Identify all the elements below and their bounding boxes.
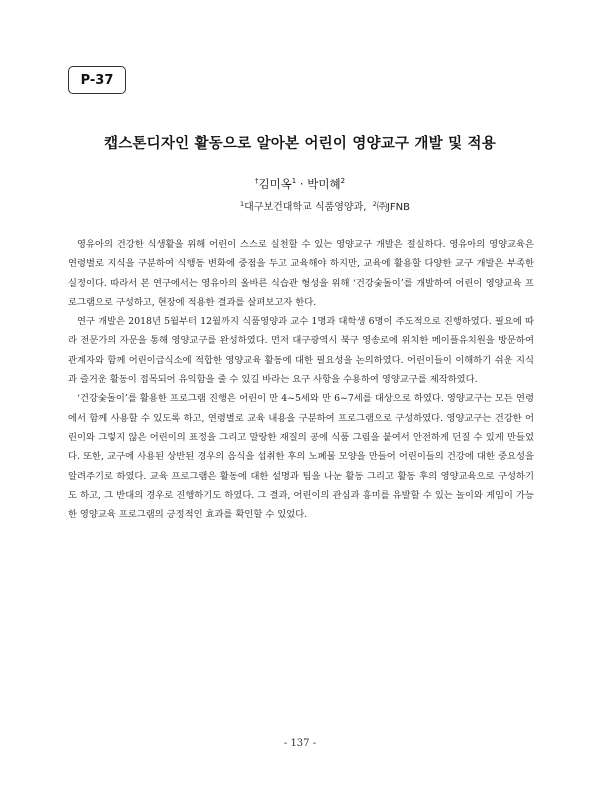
corresponding-author-mark: † <box>254 177 259 185</box>
body-paragraph: 연구 개발은 2018년 5월부터 12월까지 식품영양과 교수 1명과 대학생 6명이 주도적으로 진행하였다. 필요에 따라 전문가의 자문을 통해 영양교구를 완성하였다. 먼저 대구광역시 북구 영송로에 위치한 메이플유치원을 방문하여 관계자와 함께 어린이급식소에 적합한 영양교육 활동에 대한 필요성을 논의하였다. 어린이들이 이해하기 쉬운 지식과 즐거운 활동이 접목되어 유익함을 줄 수 있길 바라는 요구 사항을 수용하여 영양교구를 제작하였다. <box>68 316 534 386</box>
author-name: 박미혜 <box>307 177 341 191</box>
affiliation-marker: 1 <box>291 177 297 185</box>
affiliation-marker: 1 <box>240 200 245 208</box>
page-number: - 137 - <box>283 738 317 749</box>
affiliation-marker: 2 <box>340 177 346 185</box>
author-line <box>0 176 600 192</box>
affiliation-marker: 2 <box>372 200 377 208</box>
author-separator: · <box>296 177 308 191</box>
author-name: 김미옥 <box>258 177 292 191</box>
affiliation-name: 대구보건대학교 식품영양과, <box>244 202 367 213</box>
affiliation-name: ㈜JFNB <box>376 202 410 213</box>
abstract-body <box>68 235 534 524</box>
abstract-code-label: P-37 <box>68 66 126 94</box>
body-paragraph: 영유아의 건강한 식생활을 위해 어린이 스스로 실천할 수 있는 영양교구 개발은 절실하다. 영유아의 영양교육은 연령별로 지식을 구분하여 식행동 변화에 중점을 두고 교육해야 하지만, 교육에 활용할 다양한 교구 개발은 부족한 실정이다. 따라서 본 연구에서는 영유아의 올바른 식습관 형성을 위해 ‘건강숯돌이’를 개발하여 어린이 영양교육 프로그램으로 구성하고, 현장에 적용한 결과를 살펴보고자 한다. <box>68 239 534 308</box>
paper-title: 캡스톤디자인 활동으로 알아본 어린이 영양교구 개발 및 적용 <box>104 136 496 152</box>
body-paragraph: ‘건강숯돌이’를 활용한 프로그램 진행은 어린이 만 4~5세와 만 6~7세를 대상으로 하였다. 영양교구는 모든 연령에서 함께 사용할 수 있도록 하고, 연령별로 교육 내용을 구분하여 프로그램으로 구성하였다. 영양교구는 건강한 어린이와 그렇지 않은 어린이의 표정을 그리고 말랑한 재질의 공에 식품 그림을 붙여서 안전하게 던질 수 있게 만들었다. 또한, 교구에 사용된 상반된 경우의 음식을 섭취한 후의 노폐물 모양을 만들어 어린이들의 건강에 대한 중요성을 알려주기로 하였다. 교육 프로그램은 활동에 대한 설명과 팀을 나눈 활동 그리고 활동 후의 영양교육으로 구성하기도 하고, 그 반대의 경우로 진행하기도 하였다. 그 결과, 어린이의 관심과 흥미를 유발할 수 있는 놀이와 게임이 가능한 영양교육 프로그램의 긍정적인 효과를 확인할 수 있었다. <box>68 393 534 521</box>
affiliation-line <box>0 198 600 213</box>
